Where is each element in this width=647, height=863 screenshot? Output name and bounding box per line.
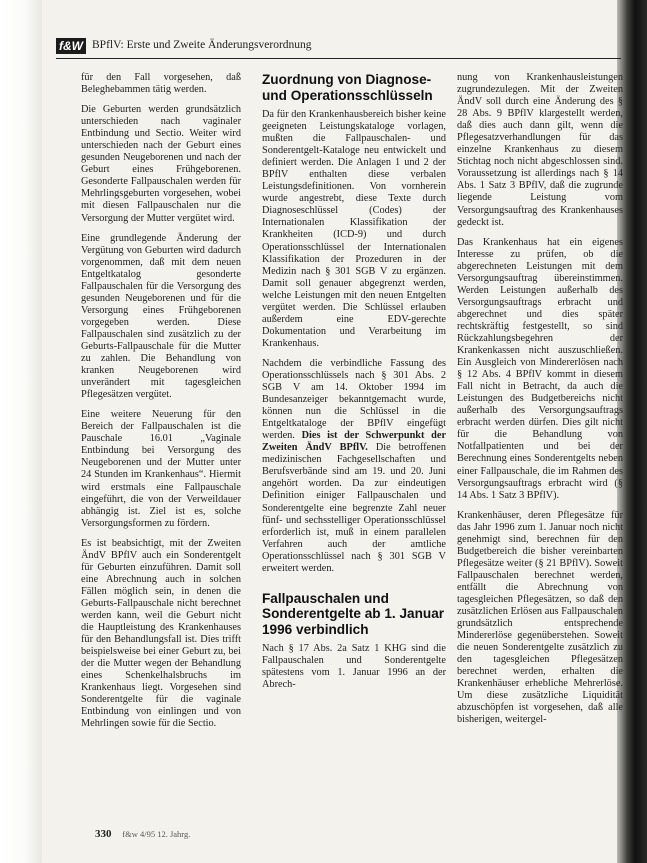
- running-title: BPflV: Erste und Zweite Änderungsverordnung: [92, 39, 312, 51]
- paragraph: Krankenhäuser, deren Pflegesätze für das Jahr 1996 zum 1. Januar noch nicht genehmigt sind, berechnen für den Budgetbereich die bisher vereinbarten Pflegesätze weiter (§ 21 BPflV). Soweit Fallpauschalen berechnet werden, entfällt die Abrechnung von tagesgleichen Pflegesätzen, so daß den zusätzlichen Erlösen aus Fallpauschalen grundsätzlich entsprechende Mindererlöse gegenüberstehen. Soweit die neuen Sonderentgelte zusätzlich zu den tagesgleichen Pflegesätzen berechnet werden, erhalten die Krankenhäuser erhebliche Mehrerlöse. Um diese zusätzliche Liquidität abzuschöpfen ist vorgesehen, daß alle bisherigen, weitergel-: [457, 509, 623, 726]
- paragraph: Nach § 17 Abs. 2a Satz 1 KHG sind die Fallpauschalen und Sonderentgelte spätestens vom 1. Januar 1996 an der Abrech-: [262, 643, 446, 691]
- page-footer: [95, 828, 190, 840]
- paragraph: Es ist beabsichtigt, mit der Zweiten ÄndV BPflV auch ein Sonderentgelt für Geburten einzuführen. Damit soll eine Abrechnung auch in solchen Fällen möglich sein, in denen die Geburts-Fallpauschale nicht berechnet werden kann, weil die Geburt nicht die Hauptleistung des Krankenhauses für den Behandlungsfall ist. Dies trifft beispielsweise bei einer Geburt zu, bei der die Mutter wegen der Behandlung eines Schenkelhalsbruchs im Krankenhaus liegt. Vorgesehen sind Sonderentgelte für die vaginale Entbindung von einlingen und von Mehrlingen sowie für die Sectio.: [81, 537, 241, 730]
- running-header: [56, 36, 621, 59]
- section-heading: Fallpauschalen und Sonderentgelte ab 1. Januar 1996 verbindlich: [262, 590, 445, 637]
- paragraph: Die Geburten werden grundsätzlich unterschieden nach vaginaler Entbindung und Sectio. Weiter wird unterschieden nach der Geburt eines gesunden Neugeborenen und nach der Geburt eines Frühgeborenen. Gesonderte Fallpauschalen werden für Mehrlingsgeburten vorgesehen, wobei mit diesen Fallpauschalen nur die Versorgung der Mutter vergütet wird.: [81, 104, 241, 224]
- scan-left-margin: [0, 0, 42, 863]
- paragraph: für den Fall vorgesehen, daß Beleghebammen tätig werden.: [81, 72, 241, 96]
- paragraph-text: Die betroffenen medizinischen Fachgesellschaften und Berufsverbände sind am 19. und 20. Juni angehört worden. Da zur eindeutigen Definition einiger Fallpauschalen und Sonderentgelte eine begrenzte Zahl neuer fünf- und sechsstelliger Operationsschlüssel erforderlich ist, muß in einem parallelen Verfahren auch der amtliche Operationsschlüssel nach § 301 SGB V erweitert werden.: [262, 442, 446, 574]
- paragraph: Eine grundlegende Änderung der Vergütung von Geburten wird dadurch vorgenommen, daß mit dem neuen Entgeltkatalog gesonderte Fallpauschalen für die Versorgung des gesunden Neugeborenen und für die Versorgung eines Frühgeborenen vorgegeben werden. Diese Fallpauschalen sind zusätzlich zu der Geburts-Fallpauschale für die Mutter zu zahlen. Die Behandlung von kranken Neugeborenen wird unverändert mit tagesgleichen Pflegesätzen vergütet.: [81, 232, 241, 401]
- text-column-middle: [262, 72, 446, 699]
- paragraph: Eine weitere Neuerung für den Bereich der Fallpauschalen ist die Pauschale 16.01 „Vaginale Entbindung bei Versorgung des Neugeborenen und der Mutter unter 24 Stunden im Krankenhaus“. Hiermit wird erstmals eine Fallpauschale eingeführt, die von der Verweildauer abhängig ist. Ziel ist es, solche Versorgungsformen zu fördern.: [81, 409, 241, 529]
- section-heading: Zuordnung von Diagnose- und Operationsschlüsseln: [262, 72, 433, 103]
- text-column-left: [81, 72, 241, 738]
- journal-logo: f&W: [56, 38, 86, 54]
- page-number: 330: [95, 828, 112, 840]
- paragraph: [262, 358, 446, 575]
- text-column-right: [457, 72, 623, 734]
- paragraph-text: Nachdem die verbindliche Fassung des Operationsschlüssels nach § 301 Abs. 2 SGB V am 14. Oktober 1994 im Bundesanzeiger bekanntgemacht wurde, können nun die Schlüssel in die Entgeltkataloge der BPflV eingefügt werden.: [262, 357, 446, 442]
- paragraph: nung von Krankenhausleistungen zugrundezulegen. Mit der Zweiten ÄndV soll durch eine Änderung des § 28 Abs. 9 BPflV klargestellt werden, daß dies auch dann gilt, wenn die Pflegesatzverhandlungen für das einzelne Krankenhaus zu diesem Stichtag noch nicht abgeschlossen sind. Voraussetzung ist allerdings nach § 14 Abs. 1 Satz 3 BPflV, daß die zugrunde liegende Leistung vom Versorgungsauftrag des Krankenhauses gedeckt ist.: [457, 72, 623, 228]
- journal-citation: f&w 4/95 12. Jahrg.: [122, 829, 191, 839]
- paragraph: Da für den Krankenhausbereich bisher keine geeigneten Leistungskataloge vorlagen, mußten die Fallpauschalen- und Sonderentgelt-Kataloge neu entwickelt und definiert werden. Die Anlagen 1 und 2 der BPflV enthalten diese verbalen Leistungsdefinitionen. Von vornherein wurde angestrebt, diese Texte durch Diagnoseschlüssel (Codes) der Internationalen Klassifikation der Krankheiten (ICD-9) und durch Operationsschlüssel der Internationalen Klassifikation der Prozeduren in der Medizin nach § 301 SGB V zu ergänzen. Damit soll genauer abgegrenzt werden, welche Leistungen mit den neuen Entgelten vergütet werden. Die Schlüssel erlauben außerdem eine EDV-gerechte Dokumentation und Verarbeitung im Krankenhaus.: [262, 109, 446, 349]
- emphasis-text: Dies ist der Schwerpunkt der Zweiten ÄndV BPflV.: [262, 430, 447, 454]
- paragraph: Das Krankenhaus hat ein eigenes Interesse zu prüfen, ob die abgerechneten Leistungen mit dem Versorgungsauftrag übereinstimmen. Werden Leistungen außerhalb des Versorgungsauftrags erbracht und abgerechnet und dies später rechtskräftig festgestellt, so sind Rückzahlungsbegehren der Krankenkassen nicht auszuschließen. Ein Ausgleich von Mindererlösen nach § 12 Abs. 4 BPflV kommt in diesem Fall nicht in Betracht, da auch die Leistungen des Budgetbereichs nicht außerhalb des Versorgungsauftrags erbracht werden dürfen. Dies gilt nicht für die Behandlung von Notfallpatienten und bei der Berechnung eines Sonderentgelts neben einer Fallpauschale, die im Rahmen des Versorgungsauftrags erbracht wird (§ 14 Abs. 1 Satz 3 BPflV).: [457, 236, 623, 501]
